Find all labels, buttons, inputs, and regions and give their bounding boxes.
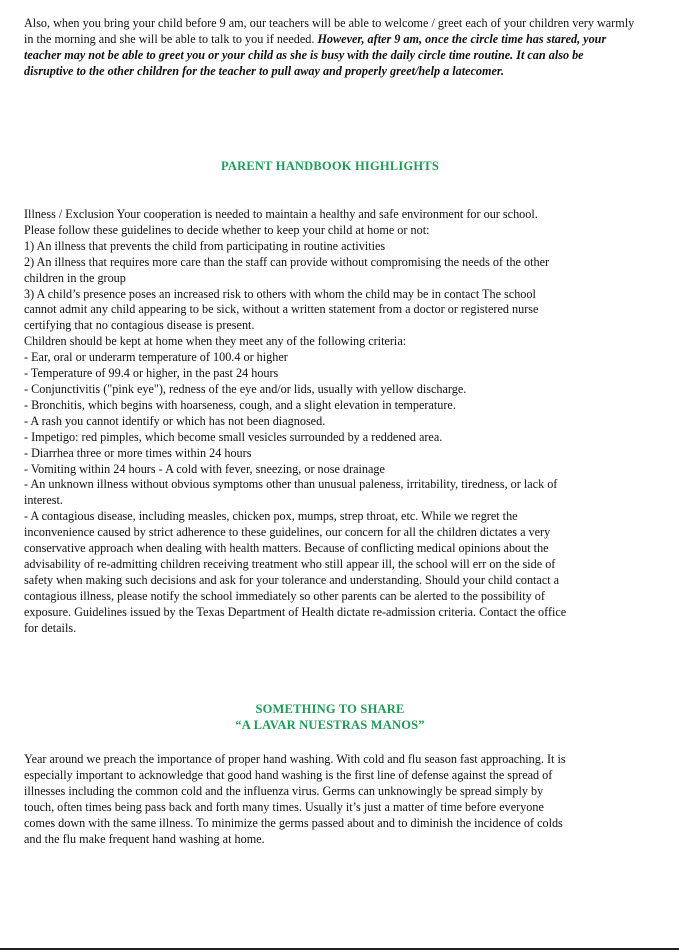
text-line: safety when making such decisions and ask for your tolerance and understanding. Should your child contact a (24, 572, 560, 587)
list-item: 1) An illness that prevents the child from participating in routine activities (24, 238, 386, 253)
text-line: certifying that no contagious disease is present. (24, 318, 255, 333)
list-item: 2) An illness that requires more care than the staff can provide without compromising the needs of the other (24, 254, 550, 269)
document-page (24, 16, 636, 846)
intro-text: Also, when you bring your child before 9 am, our teachers will be able to welcome / greet each of your children very warmly in the morning and she will be able to talk to you if needed. (24, 16, 635, 46)
intro-paragraph (24, 16, 636, 80)
text-line: touch, often times being pass back and forth many times. Usually it’s just a matter of time before everyone (24, 799, 544, 814)
text-line: Illness / Exclusion Your cooperation is needed to maintain a healthy and safe environment for our school. (24, 207, 538, 221)
section-heading-share-line2: “A LAVAR NUESTRAS MANOS” (235, 717, 425, 732)
section-heading-share (24, 702, 636, 734)
text-line: and the flu make frequent hand washing at home. (24, 831, 265, 846)
list-item: - A rash you cannot identify or which has not been diagnosed. (24, 413, 326, 428)
share-body (24, 752, 636, 847)
handbook-body (24, 207, 636, 636)
text-line: exposure. Guidelines issued by the Texas Department of Health dictate re-admission criteria. Contact the office (24, 604, 567, 619)
list-item: - Conjunctivitis ("pink eye"), redness of the eye and/or lids, usually with yellow discharge. (24, 381, 467, 396)
section-heading-handbook: PARENT HANDBOOK HIGHLIGHTS (221, 159, 439, 173)
text-line: especially important to acknowledge that good hand washing is the first line of defense against the spread of (24, 767, 553, 782)
text-line: advisability of re-admitting children receiving treatment who still appear ill, the school will err on the side of (24, 556, 556, 571)
text-line: interest. (24, 493, 63, 508)
list-item: - An unknown illness without obvious symptoms other than unusual paleness, irritability, tiredness, or lack of (24, 477, 558, 492)
intro-emphasis: However, after 9 am, once the circle time has stared, your teacher may not be able to greet you or your child as she is busy with the daily circle time routine. It can also be disruptive to the other children for the teacher to pull away and properly greet/help a latecomer. (24, 31, 607, 78)
list-item: - Bronchitis, which begins with hoarseness, cough, and a slight elevation in temperature. (24, 397, 456, 412)
text-line: contagious illness, please notify the school immediately so other parents can be alerted to the possibility of (24, 588, 545, 603)
bottom-divider (0, 948, 679, 950)
text-line: illnesses including the common cold and the influenza virus. Germs can unknowingly be spread simply by (24, 783, 544, 798)
text-line: for details. (24, 620, 77, 635)
list-item: - Diarrhea three or more times within 24 hours (24, 445, 252, 460)
text-line: comes down with the same illness. To minimize the germs passed about and to diminish the incidence of colds (24, 815, 563, 830)
text-line: Children should be kept at home when they meet any of the following criteria: (24, 334, 407, 349)
list-item: - Impetigo: red pimples, which become small vesicles surrounded by a reddened area. (24, 429, 443, 444)
text-line: Please follow these guidelines to decide whether to keep your child at home or not: (24, 222, 430, 237)
list-item: 3) A child’s presence poses an increased risk to others with whom the child may be in contact The school (24, 286, 536, 301)
text-line: Year around we preach the importance of proper hand washing. With cold and flu season fast approaching. It is (24, 752, 566, 766)
list-item: - A contagious disease, including measles, chicken pox, mumps, strep throat, etc. While we regret the (24, 509, 518, 524)
list-item: - Temperature of 99.4 or higher, in the past 24 hours (24, 366, 279, 381)
section-heading-share-line1: SOMETHING TO SHARE (255, 702, 405, 716)
list-item: - Vomiting within 24 hours - A cold with fever, sneezing, or nose drainage (24, 461, 385, 476)
list-item: - Ear, oral or underarm temperature of 100.4 or higher (24, 350, 288, 365)
text-line: conservative approach when dealing with health matters. Because of conflicting medical opinions about the (24, 541, 549, 556)
text-line: children in the group (24, 270, 126, 285)
text-line: cannot admit any child appearing to be sick, without a written statement from a doctor or registered nurse (24, 302, 539, 317)
text-line: inconvenience caused by strict adherence to these guidelines, our concern for all the children dictates a very (24, 525, 551, 540)
